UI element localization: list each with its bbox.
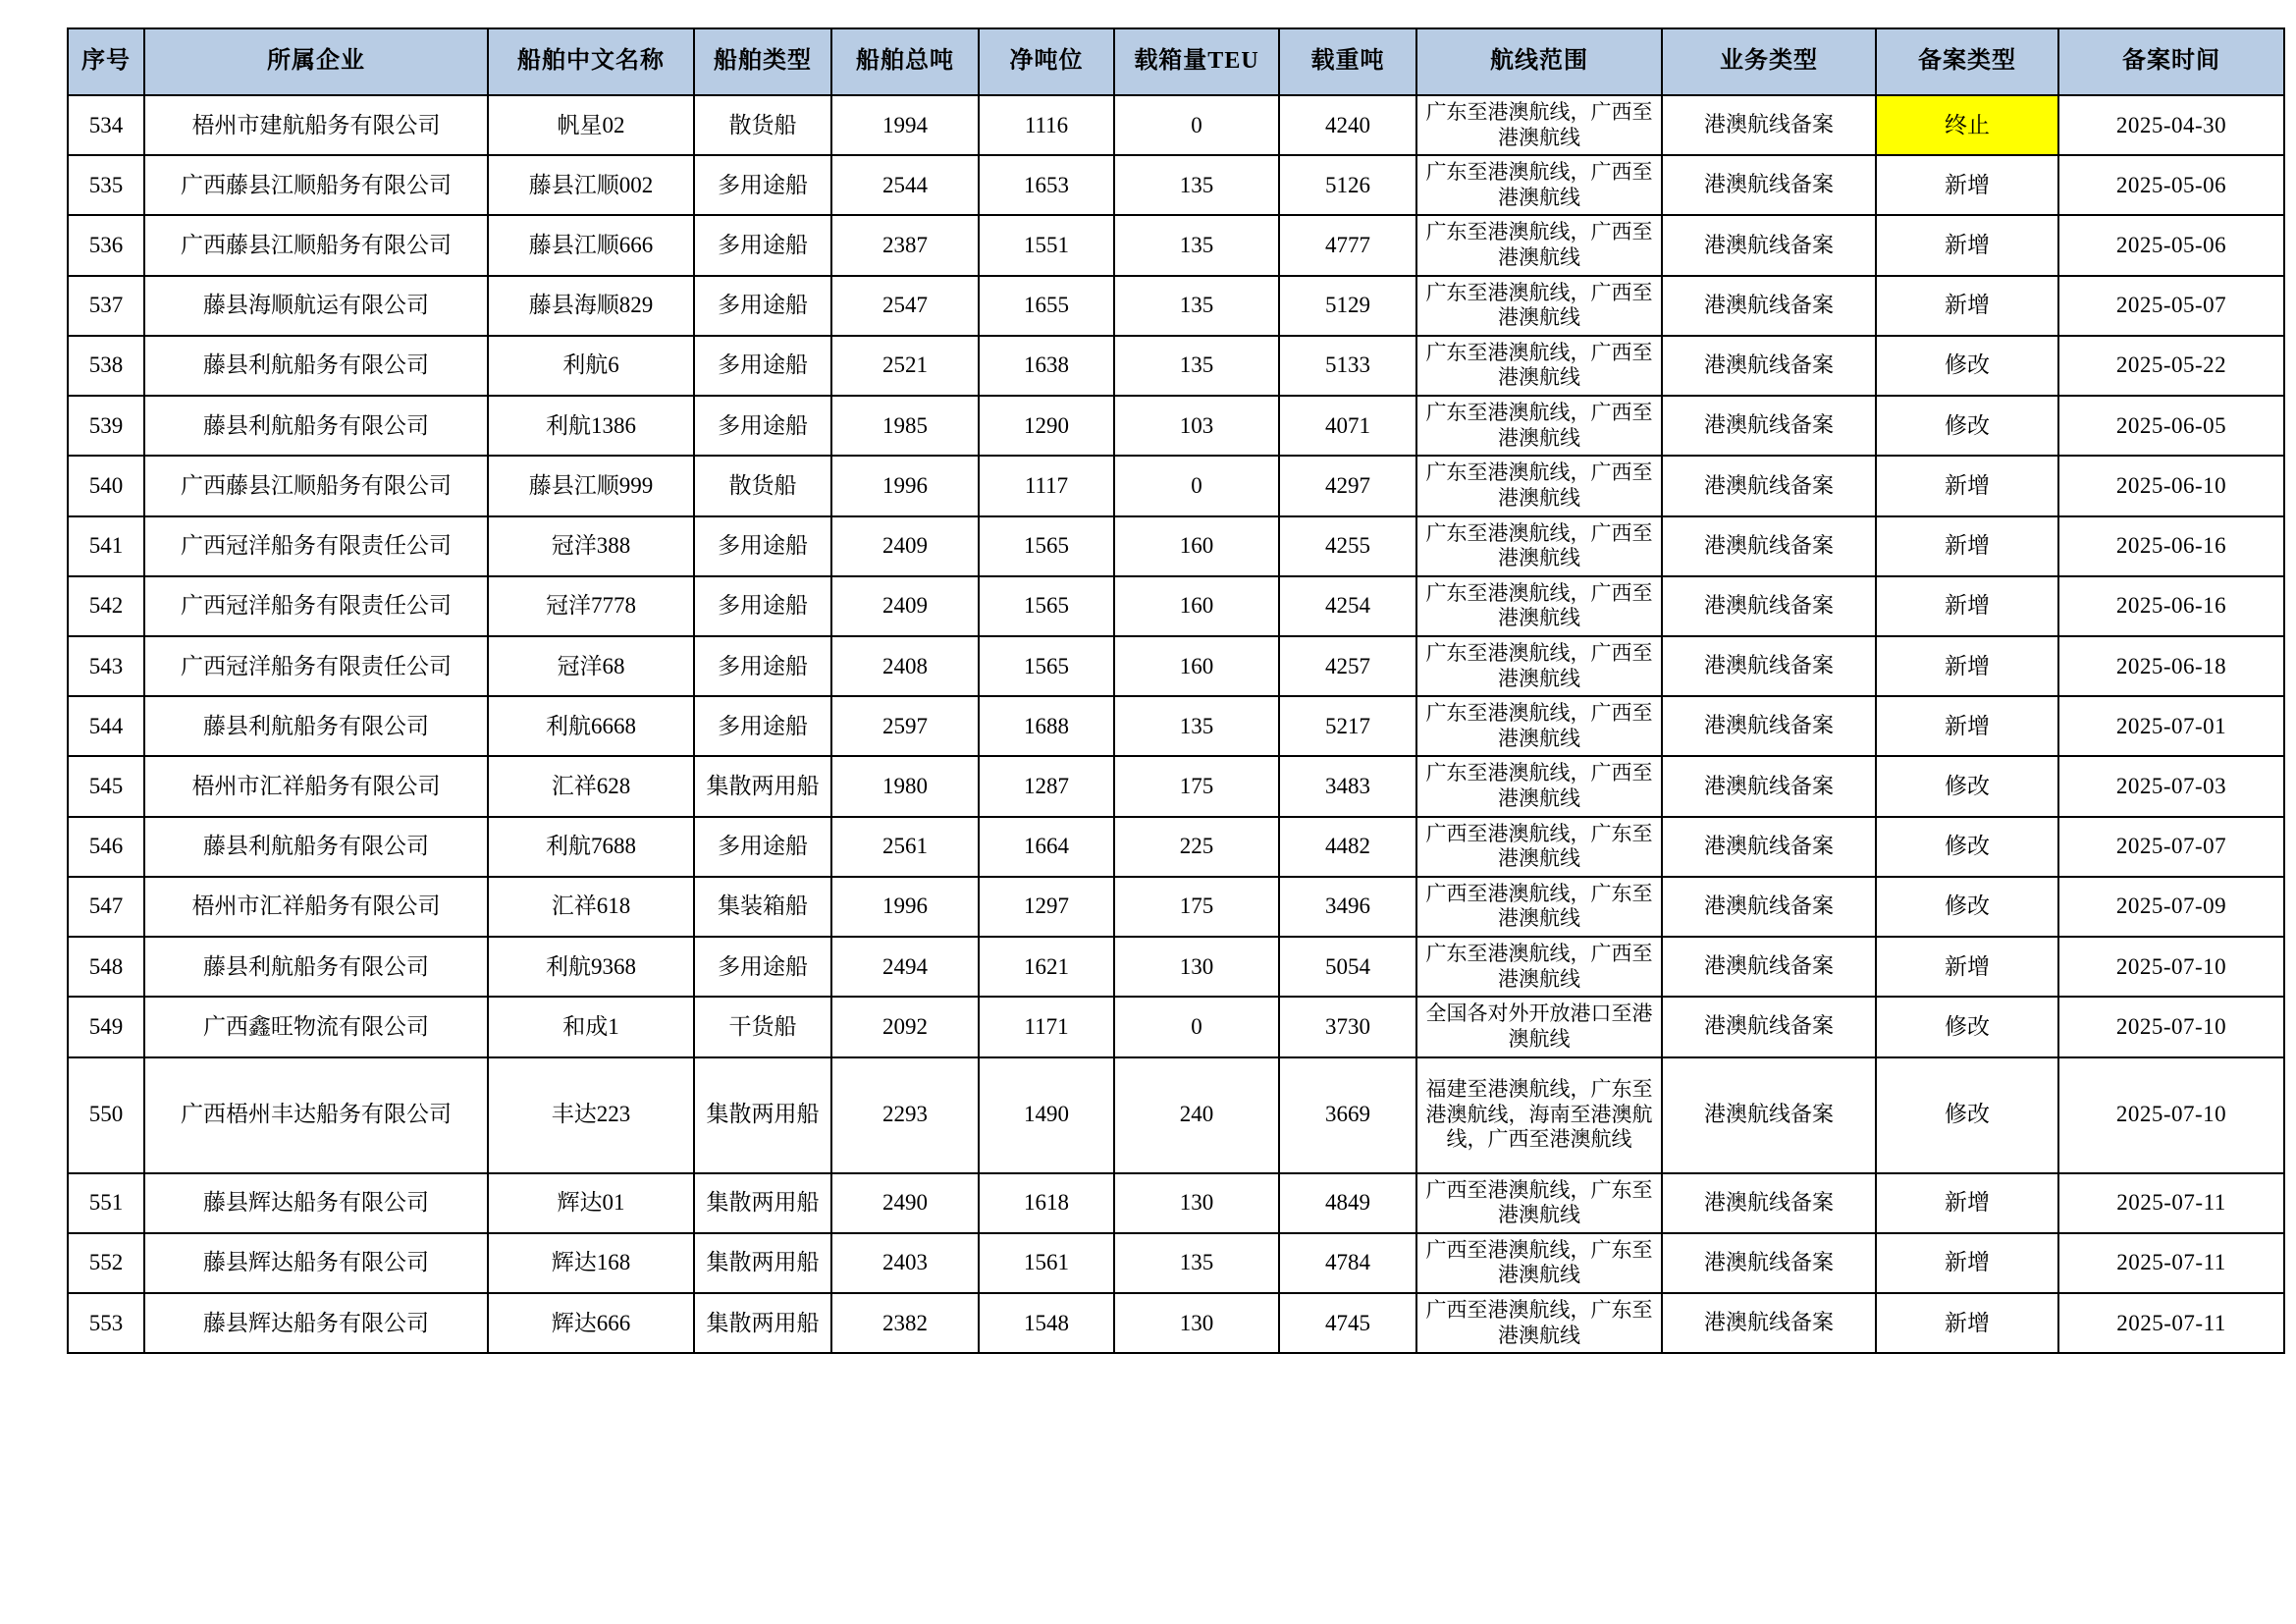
cell-filing-type: 修改 [1876, 997, 2058, 1056]
table-row [68, 756, 2284, 816]
cell-company: 广西冠洋船务有限责任公司 [144, 516, 488, 576]
cell-filing-type: 新增 [1876, 155, 2058, 215]
cell-ship-type: 多用途船 [694, 215, 831, 275]
cell-route: 广西至港澳航线，广东至港澳航线 [1416, 1293, 1662, 1353]
cell-gross-tonnage: 2544 [831, 155, 979, 215]
cell-net-tonnage: 1621 [979, 937, 1114, 997]
cell-teu: 135 [1114, 215, 1279, 275]
table-row [68, 877, 2284, 937]
cell-deadweight: 5217 [1279, 696, 1416, 756]
cell-deadweight: 4257 [1279, 636, 1416, 696]
cell-ship-type: 多用途船 [694, 937, 831, 997]
cell-ship-name: 藤县江顺666 [488, 215, 694, 275]
cell-deadweight: 5133 [1279, 336, 1416, 396]
cell-business-type: 港澳航线备案 [1662, 336, 1876, 396]
cell-ship-type: 多用途船 [694, 696, 831, 756]
cell-ship-name: 冠洋68 [488, 636, 694, 696]
cell-gross-tonnage: 2521 [831, 336, 979, 396]
column-header-ship-type: 船舶类型 [694, 28, 831, 95]
cell-filing-type: 新增 [1876, 516, 2058, 576]
cell-business-type: 港澳航线备案 [1662, 696, 1876, 756]
cell-filing-date: 2025-06-18 [2058, 636, 2284, 696]
cell-gross-tonnage: 2547 [831, 276, 979, 336]
cell-ship-type: 多用途船 [694, 155, 831, 215]
cell-teu: 175 [1114, 877, 1279, 937]
cell-ship-name: 藤县海顺829 [488, 276, 694, 336]
cell-filing-type: 修改 [1876, 336, 2058, 396]
cell-index: 536 [68, 215, 144, 275]
cell-ship-type: 干货船 [694, 997, 831, 1056]
cell-filing-type: 新增 [1876, 937, 2058, 997]
cell-filing-date: 2025-07-10 [2058, 997, 2284, 1056]
cell-business-type: 港澳航线备案 [1662, 1233, 1876, 1293]
table-row [68, 155, 2284, 215]
cell-teu: 135 [1114, 696, 1279, 756]
cell-gross-tonnage: 1994 [831, 95, 979, 155]
cell-ship-name: 和成1 [488, 997, 694, 1056]
cell-net-tonnage: 1618 [979, 1173, 1114, 1233]
cell-company: 广西鑫旺物流有限公司 [144, 997, 488, 1056]
cell-index: 551 [68, 1173, 144, 1233]
cell-ship-type: 多用途船 [694, 276, 831, 336]
cell-index: 540 [68, 456, 144, 515]
cell-company: 藤县利航船务有限公司 [144, 696, 488, 756]
cell-teu: 240 [1114, 1057, 1279, 1173]
cell-teu: 135 [1114, 336, 1279, 396]
cell-ship-type: 多用途船 [694, 516, 831, 576]
cell-route: 广东至港澳航线，广西至港澳航线 [1416, 456, 1662, 515]
cell-ship-name: 辉达168 [488, 1233, 694, 1293]
cell-index: 544 [68, 696, 144, 756]
cell-ship-name: 利航6668 [488, 696, 694, 756]
cell-filing-type: 修改 [1876, 877, 2058, 937]
cell-filing-date: 2025-07-11 [2058, 1293, 2284, 1353]
cell-route: 广东至港澳航线，广西至港澳航线 [1416, 756, 1662, 816]
cell-deadweight: 4297 [1279, 456, 1416, 515]
cell-route: 广东至港澳航线，广西至港澳航线 [1416, 215, 1662, 275]
cell-gross-tonnage: 2409 [831, 516, 979, 576]
cell-route: 广东至港澳航线，广西至港澳航线 [1416, 636, 1662, 696]
cell-business-type: 港澳航线备案 [1662, 817, 1876, 877]
cell-net-tonnage: 1551 [979, 215, 1114, 275]
column-header-filing-date: 备案时间 [2058, 28, 2284, 95]
table-row [68, 95, 2284, 155]
cell-filing-date: 2025-06-05 [2058, 396, 2284, 456]
cell-ship-name: 帆星02 [488, 95, 694, 155]
cell-business-type: 港澳航线备案 [1662, 1173, 1876, 1233]
cell-net-tonnage: 1290 [979, 396, 1114, 456]
cell-deadweight: 4255 [1279, 516, 1416, 576]
cell-ship-name: 利航6 [488, 336, 694, 396]
cell-gross-tonnage: 2409 [831, 576, 979, 636]
cell-business-type: 港澳航线备案 [1662, 396, 1876, 456]
cell-route: 广西至港澳航线，广东至港澳航线 [1416, 817, 1662, 877]
cell-business-type: 港澳航线备案 [1662, 155, 1876, 215]
cell-net-tonnage: 1116 [979, 95, 1114, 155]
table-row [68, 516, 2284, 576]
cell-business-type: 港澳航线备案 [1662, 997, 1876, 1056]
cell-net-tonnage: 1565 [979, 636, 1114, 696]
cell-index: 537 [68, 276, 144, 336]
cell-gross-tonnage: 2408 [831, 636, 979, 696]
cell-ship-type: 集散两用船 [694, 1057, 831, 1173]
cell-business-type: 港澳航线备案 [1662, 576, 1876, 636]
cell-net-tonnage: 1664 [979, 817, 1114, 877]
cell-route: 广东至港澳航线，广西至港澳航线 [1416, 95, 1662, 155]
cell-company: 广西冠洋船务有限责任公司 [144, 576, 488, 636]
cell-teu: 225 [1114, 817, 1279, 877]
cell-ship-name: 利航9368 [488, 937, 694, 997]
cell-route: 广西至港澳航线，广东至港澳航线 [1416, 877, 1662, 937]
column-header-filing-type: 备案类型 [1876, 28, 2058, 95]
cell-gross-tonnage: 1985 [831, 396, 979, 456]
cell-filing-date: 2025-04-30 [2058, 95, 2284, 155]
cell-teu: 135 [1114, 155, 1279, 215]
cell-net-tonnage: 1287 [979, 756, 1114, 816]
cell-deadweight: 3496 [1279, 877, 1416, 937]
cell-teu: 0 [1114, 95, 1279, 155]
table-body [68, 95, 2284, 1353]
cell-route: 广东至港澳航线，广西至港澳航线 [1416, 696, 1662, 756]
cell-company: 藤县利航船务有限公司 [144, 937, 488, 997]
cell-deadweight: 4745 [1279, 1293, 1416, 1353]
cell-route: 广东至港澳航线，广西至港澳航线 [1416, 276, 1662, 336]
cell-gross-tonnage: 2092 [831, 997, 979, 1056]
cell-filing-type: 新增 [1876, 636, 2058, 696]
cell-teu: 0 [1114, 456, 1279, 515]
cell-net-tonnage: 1548 [979, 1293, 1114, 1353]
cell-deadweight: 3730 [1279, 997, 1416, 1056]
cell-net-tonnage: 1490 [979, 1057, 1114, 1173]
cell-ship-name: 藤县江顺002 [488, 155, 694, 215]
cell-filing-date: 2025-06-16 [2058, 516, 2284, 576]
cell-ship-type: 多用途船 [694, 576, 831, 636]
cell-filing-type: 终止 [1876, 95, 2058, 155]
cell-gross-tonnage: 1980 [831, 756, 979, 816]
cell-net-tonnage: 1171 [979, 997, 1114, 1056]
cell-gross-tonnage: 2387 [831, 215, 979, 275]
cell-filing-type: 新增 [1876, 1293, 2058, 1353]
cell-ship-name: 冠洋388 [488, 516, 694, 576]
table-row [68, 817, 2284, 877]
cell-gross-tonnage: 2382 [831, 1293, 979, 1353]
cell-filing-type: 新增 [1876, 696, 2058, 756]
cell-filing-date: 2025-07-11 [2058, 1233, 2284, 1293]
cell-company: 藤县利航船务有限公司 [144, 336, 488, 396]
cell-ship-name: 汇祥618 [488, 877, 694, 937]
cell-filing-type: 新增 [1876, 1173, 2058, 1233]
cell-ship-type: 多用途船 [694, 817, 831, 877]
cell-index: 545 [68, 756, 144, 816]
cell-filing-type: 修改 [1876, 1057, 2058, 1173]
cell-route: 广东至港澳航线，广西至港澳航线 [1416, 937, 1662, 997]
cell-net-tonnage: 1565 [979, 576, 1114, 636]
cell-route: 全国各对外开放港口至港澳航线 [1416, 997, 1662, 1056]
cell-net-tonnage: 1561 [979, 1233, 1114, 1293]
cell-filing-date: 2025-07-03 [2058, 756, 2284, 816]
cell-ship-name: 藤县江顺999 [488, 456, 694, 515]
cell-index: 538 [68, 336, 144, 396]
cell-route: 广东至港澳航线，广西至港澳航线 [1416, 396, 1662, 456]
column-header-net-tonnage: 净吨位 [979, 28, 1114, 95]
cell-gross-tonnage: 2561 [831, 817, 979, 877]
cell-index: 548 [68, 937, 144, 997]
cell-ship-name: 辉达666 [488, 1293, 694, 1353]
cell-company: 梧州市汇祥船务有限公司 [144, 756, 488, 816]
cell-teu: 103 [1114, 396, 1279, 456]
cell-business-type: 港澳航线备案 [1662, 1057, 1876, 1173]
cell-company: 梧州市建航船务有限公司 [144, 95, 488, 155]
cell-company: 梧州市汇祥船务有限公司 [144, 877, 488, 937]
cell-index: 534 [68, 95, 144, 155]
cell-business-type: 港澳航线备案 [1662, 456, 1876, 515]
cell-teu: 160 [1114, 636, 1279, 696]
cell-ship-type: 集装箱船 [694, 877, 831, 937]
cell-deadweight: 3669 [1279, 1057, 1416, 1173]
cell-index: 547 [68, 877, 144, 937]
table-row [68, 336, 2284, 396]
cell-filing-type: 修改 [1876, 756, 2058, 816]
cell-gross-tonnage: 1996 [831, 456, 979, 515]
cell-net-tonnage: 1688 [979, 696, 1114, 756]
cell-route: 广东至港澳航线，广西至港澳航线 [1416, 576, 1662, 636]
cell-ship-type: 散货船 [694, 456, 831, 515]
cell-company: 广西藤县江顺船务有限公司 [144, 155, 488, 215]
cell-company: 广西藤县江顺船务有限公司 [144, 215, 488, 275]
cell-index: 553 [68, 1293, 144, 1353]
cell-filing-date: 2025-07-07 [2058, 817, 2284, 877]
table-row [68, 997, 2284, 1056]
cell-teu: 160 [1114, 516, 1279, 576]
cell-deadweight: 4240 [1279, 95, 1416, 155]
cell-business-type: 港澳航线备案 [1662, 516, 1876, 576]
table-row [68, 696, 2284, 756]
cell-teu: 130 [1114, 937, 1279, 997]
cell-company: 广西冠洋船务有限责任公司 [144, 636, 488, 696]
cell-filing-date: 2025-07-11 [2058, 1173, 2284, 1233]
cell-company: 藤县辉达船务有限公司 [144, 1293, 488, 1353]
table-row [68, 276, 2284, 336]
cell-company: 广西梧州丰达船务有限公司 [144, 1057, 488, 1173]
cell-filing-date: 2025-07-10 [2058, 1057, 2284, 1173]
cell-ship-type: 多用途船 [694, 336, 831, 396]
cell-business-type: 港澳航线备案 [1662, 1293, 1876, 1353]
cell-route: 广西至港澳航线，广东至港澳航线 [1416, 1173, 1662, 1233]
cell-index: 549 [68, 997, 144, 1056]
cell-ship-name: 汇祥628 [488, 756, 694, 816]
cell-gross-tonnage: 2494 [831, 937, 979, 997]
cell-filing-date: 2025-05-07 [2058, 276, 2284, 336]
cell-route: 广西至港澳航线，广东至港澳航线 [1416, 1233, 1662, 1293]
cell-route: 广东至港澳航线，广西至港澳航线 [1416, 516, 1662, 576]
cell-gross-tonnage: 2597 [831, 696, 979, 756]
cell-deadweight: 5054 [1279, 937, 1416, 997]
cell-ship-type: 多用途船 [694, 636, 831, 696]
cell-deadweight: 5129 [1279, 276, 1416, 336]
cell-route: 广东至港澳航线，广西至港澳航线 [1416, 155, 1662, 215]
cell-route: 福建至港澳航线，广东至港澳航线，海南至港澳航线，广西至港澳航线 [1416, 1057, 1662, 1173]
cell-ship-name: 利航7688 [488, 817, 694, 877]
cell-ship-type: 集散两用船 [694, 1173, 831, 1233]
cell-net-tonnage: 1638 [979, 336, 1114, 396]
cell-ship-name: 丰达223 [488, 1057, 694, 1173]
cell-filing-date: 2025-07-01 [2058, 696, 2284, 756]
cell-index: 550 [68, 1057, 144, 1173]
cell-index: 546 [68, 817, 144, 877]
table-row [68, 396, 2284, 456]
cell-ship-name: 冠洋7778 [488, 576, 694, 636]
table-row [68, 576, 2284, 636]
cell-deadweight: 4849 [1279, 1173, 1416, 1233]
cell-filing-type: 新增 [1876, 456, 2058, 515]
cell-ship-type: 多用途船 [694, 396, 831, 456]
cell-deadweight: 4254 [1279, 576, 1416, 636]
cell-filing-date: 2025-05-06 [2058, 215, 2284, 275]
cell-gross-tonnage: 1996 [831, 877, 979, 937]
cell-gross-tonnage: 2403 [831, 1233, 979, 1293]
cell-filing-date: 2025-07-10 [2058, 937, 2284, 997]
cell-filing-type: 新增 [1876, 276, 2058, 336]
cell-filing-type: 新增 [1876, 576, 2058, 636]
cell-deadweight: 4071 [1279, 396, 1416, 456]
cell-index: 535 [68, 155, 144, 215]
cell-filing-date: 2025-06-16 [2058, 576, 2284, 636]
cell-filing-date: 2025-05-22 [2058, 336, 2284, 396]
column-header-company: 所属企业 [144, 28, 488, 95]
cell-index: 541 [68, 516, 144, 576]
cell-filing-type: 修改 [1876, 817, 2058, 877]
cell-ship-type: 散货船 [694, 95, 831, 155]
cell-filing-date: 2025-07-09 [2058, 877, 2284, 937]
cell-deadweight: 4482 [1279, 817, 1416, 877]
cell-company: 藤县海顺航运有限公司 [144, 276, 488, 336]
cell-deadweight: 4784 [1279, 1233, 1416, 1293]
cell-gross-tonnage: 2293 [831, 1057, 979, 1173]
cell-index: 543 [68, 636, 144, 696]
column-header-gross-tonnage: 船舶总吨 [831, 28, 979, 95]
cell-teu: 130 [1114, 1173, 1279, 1233]
column-header-ship-name: 船舶中文名称 [488, 28, 694, 95]
cell-deadweight: 5126 [1279, 155, 1416, 215]
cell-teu: 160 [1114, 576, 1279, 636]
column-header-route: 航线范围 [1416, 28, 1662, 95]
cell-business-type: 港澳航线备案 [1662, 877, 1876, 937]
cell-deadweight: 4777 [1279, 215, 1416, 275]
column-header-index: 序号 [68, 28, 144, 95]
cell-gross-tonnage: 2490 [831, 1173, 979, 1233]
cell-business-type: 港澳航线备案 [1662, 215, 1876, 275]
table-row [68, 1293, 2284, 1353]
cell-business-type: 港澳航线备案 [1662, 636, 1876, 696]
table-row [68, 1057, 2284, 1173]
cell-net-tonnage: 1655 [979, 276, 1114, 336]
cell-net-tonnage: 1297 [979, 877, 1114, 937]
table-row [68, 1233, 2284, 1293]
cell-ship-type: 集散两用船 [694, 1233, 831, 1293]
column-header-business-type: 业务类型 [1662, 28, 1876, 95]
cell-filing-date: 2025-05-06 [2058, 155, 2284, 215]
cell-teu: 135 [1114, 1233, 1279, 1293]
cell-deadweight: 3483 [1279, 756, 1416, 816]
cell-filing-date: 2025-06-10 [2058, 456, 2284, 515]
cell-teu: 130 [1114, 1293, 1279, 1353]
table-row [68, 937, 2284, 997]
cell-teu: 175 [1114, 756, 1279, 816]
column-header-deadweight: 载重吨 [1279, 28, 1416, 95]
cell-business-type: 港澳航线备案 [1662, 95, 1876, 155]
cell-company: 藤县辉达船务有限公司 [144, 1173, 488, 1233]
cell-ship-type: 集散两用船 [694, 1293, 831, 1353]
cell-net-tonnage: 1653 [979, 155, 1114, 215]
cell-index: 539 [68, 396, 144, 456]
table-row [68, 1173, 2284, 1233]
cell-net-tonnage: 1565 [979, 516, 1114, 576]
cell-business-type: 港澳航线备案 [1662, 756, 1876, 816]
column-header-teu: 载箱量TEU [1114, 28, 1279, 95]
cell-company: 藤县利航船务有限公司 [144, 817, 488, 877]
cell-business-type: 港澳航线备案 [1662, 276, 1876, 336]
table-row [68, 215, 2284, 275]
cell-ship-name: 利航1386 [488, 396, 694, 456]
table-row [68, 456, 2284, 515]
cell-teu: 0 [1114, 997, 1279, 1056]
cell-company: 藤县利航船务有限公司 [144, 396, 488, 456]
cell-filing-type: 新增 [1876, 215, 2058, 275]
cell-company: 藤县辉达船务有限公司 [144, 1233, 488, 1293]
cell-route: 广东至港澳航线，广西至港澳航线 [1416, 336, 1662, 396]
cell-business-type: 港澳航线备案 [1662, 937, 1876, 997]
cell-ship-name: 辉达01 [488, 1173, 694, 1233]
ship-filing-table [67, 27, 2285, 1354]
cell-index: 542 [68, 576, 144, 636]
cell-filing-type: 修改 [1876, 396, 2058, 456]
cell-teu: 135 [1114, 276, 1279, 336]
cell-ship-type: 集散两用船 [694, 756, 831, 816]
cell-index: 552 [68, 1233, 144, 1293]
cell-company: 广西藤县江顺船务有限公司 [144, 456, 488, 515]
table-header-row [68, 28, 2284, 95]
table-row [68, 636, 2284, 696]
cell-net-tonnage: 1117 [979, 456, 1114, 515]
cell-filing-type: 新增 [1876, 1233, 2058, 1293]
